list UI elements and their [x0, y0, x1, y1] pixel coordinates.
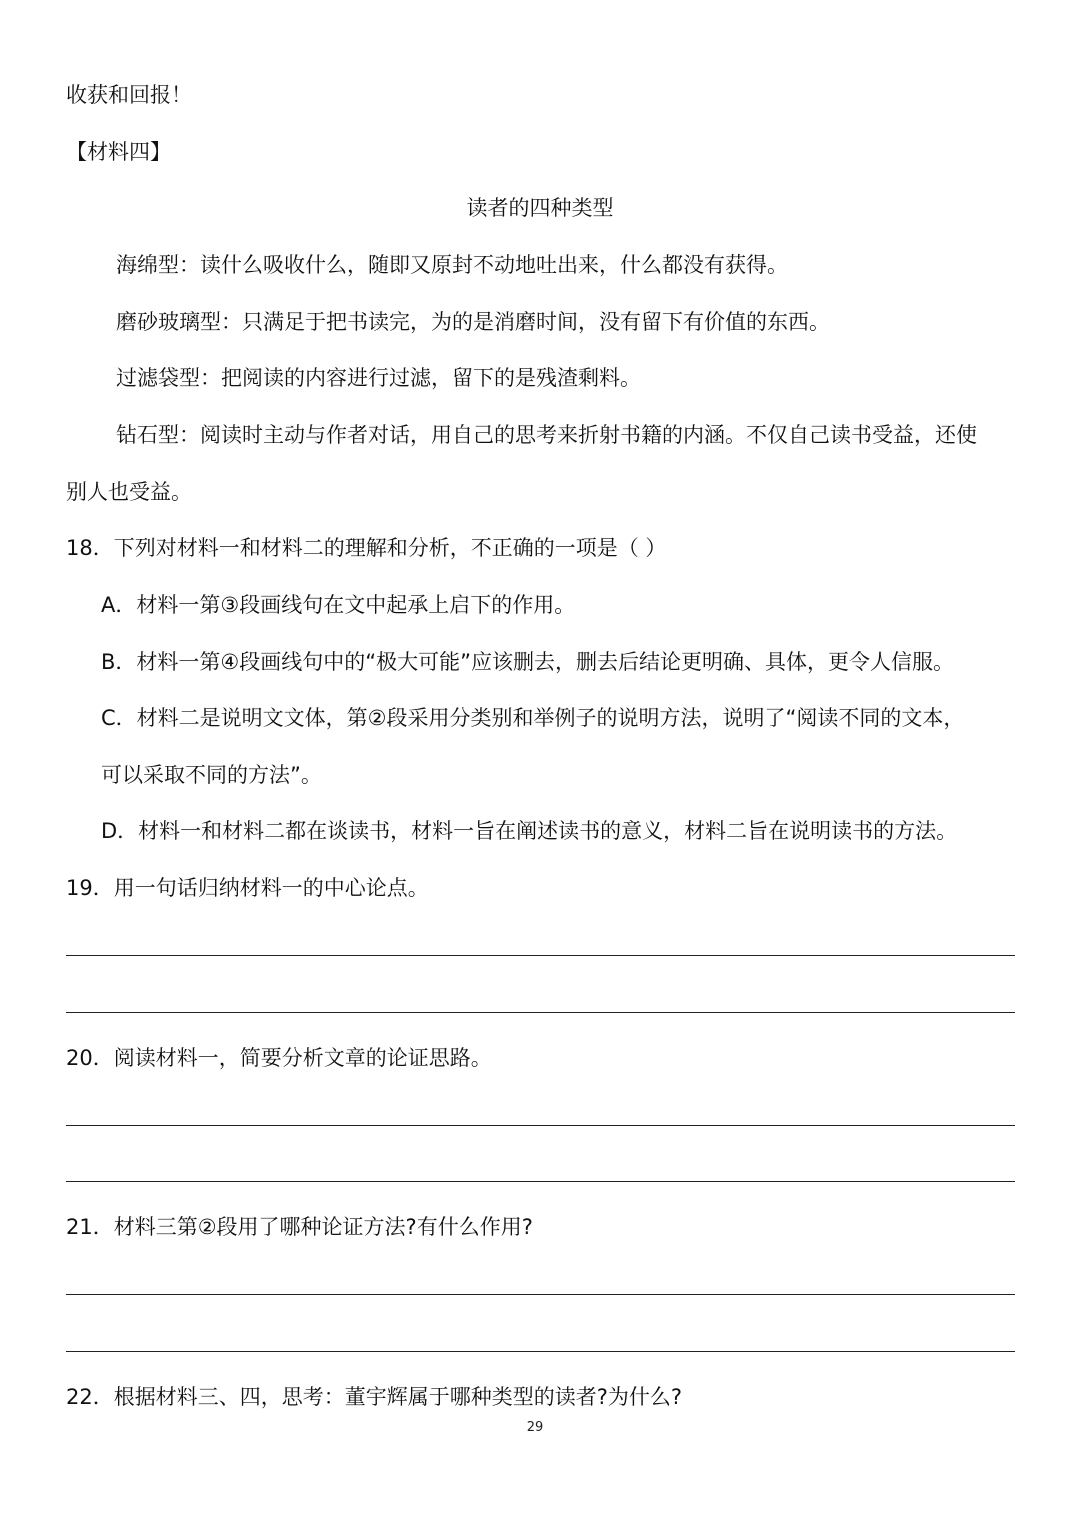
reader-type-sponge: 海绵型：读什么吸收什么，随即又原封不动地吐出来，什么都没有获得。 — [116, 253, 788, 277]
question-22-stem: 22．根据材料三、四，思考：董宇辉属于哪种类型的读者?为什么? — [66, 1385, 683, 1409]
question-19-stem: 19．用一句话归纳材料一的中心论点。 — [66, 876, 429, 900]
question-21-stem: 21．材料三第②段用了哪种论证方法?有什么作用? — [66, 1215, 533, 1239]
answer-line — [66, 955, 1015, 956]
answer-line — [66, 1294, 1015, 1295]
question-18-option-d: D．材料一和材料二都在谈读书，材料一旨在阐述读书的意义，材料二旨在说明读书的方法。 — [101, 819, 958, 843]
reader-type-frosted-glass: 磨砂玻璃型：只满足于把书读完，为的是消磨时间，没有留下有价值的东西。 — [116, 310, 830, 334]
reader-type-filter-bag: 过滤袋型：把阅读的内容进行过滤，留下的是残渣剩料。 — [116, 366, 641, 390]
answer-line — [66, 1351, 1015, 1352]
material4-heading: 【材料四】 — [66, 140, 171, 164]
page-number: 29 — [526, 1420, 544, 1435]
answer-line — [66, 1125, 1015, 1126]
question-18-option-a: A．材料一第③段画线句在文中起承上启下的作用。 — [101, 593, 576, 617]
reader-type-diamond: 钻石型：阅读时主动与作者对话，用自己的思考来折射书籍的内涵。不仅自己读书受益，还使 — [116, 423, 977, 447]
question-18-stem: 18．下列对材料一和材料二的理解和分析，不正确的一项是（ ） — [66, 536, 667, 560]
question-18-option-b: B．材料一第④段画线句中的“极大可能”应该删去，删去后结论更明确、具体，更令人信服。 — [101, 650, 954, 674]
top-line: 收获和回报！ — [66, 83, 192, 107]
material4-title: 读者的四种类型 — [466, 196, 614, 220]
answer-line — [66, 1181, 1015, 1182]
question-20-stem: 20．阅读材料一，简要分析文章的论证思路。 — [66, 1046, 492, 1070]
reader-type-diamond-continuation: 别人也受益。 — [66, 480, 192, 504]
question-18-option-c: C．材料二是说明文文体，第②段采用分类别和举例子的说明方法，说明了“阅读不同的文本， — [101, 706, 965, 730]
question-18-option-c-continuation: 可以采取不同的方法”。 — [101, 763, 322, 787]
answer-line — [66, 1012, 1015, 1013]
